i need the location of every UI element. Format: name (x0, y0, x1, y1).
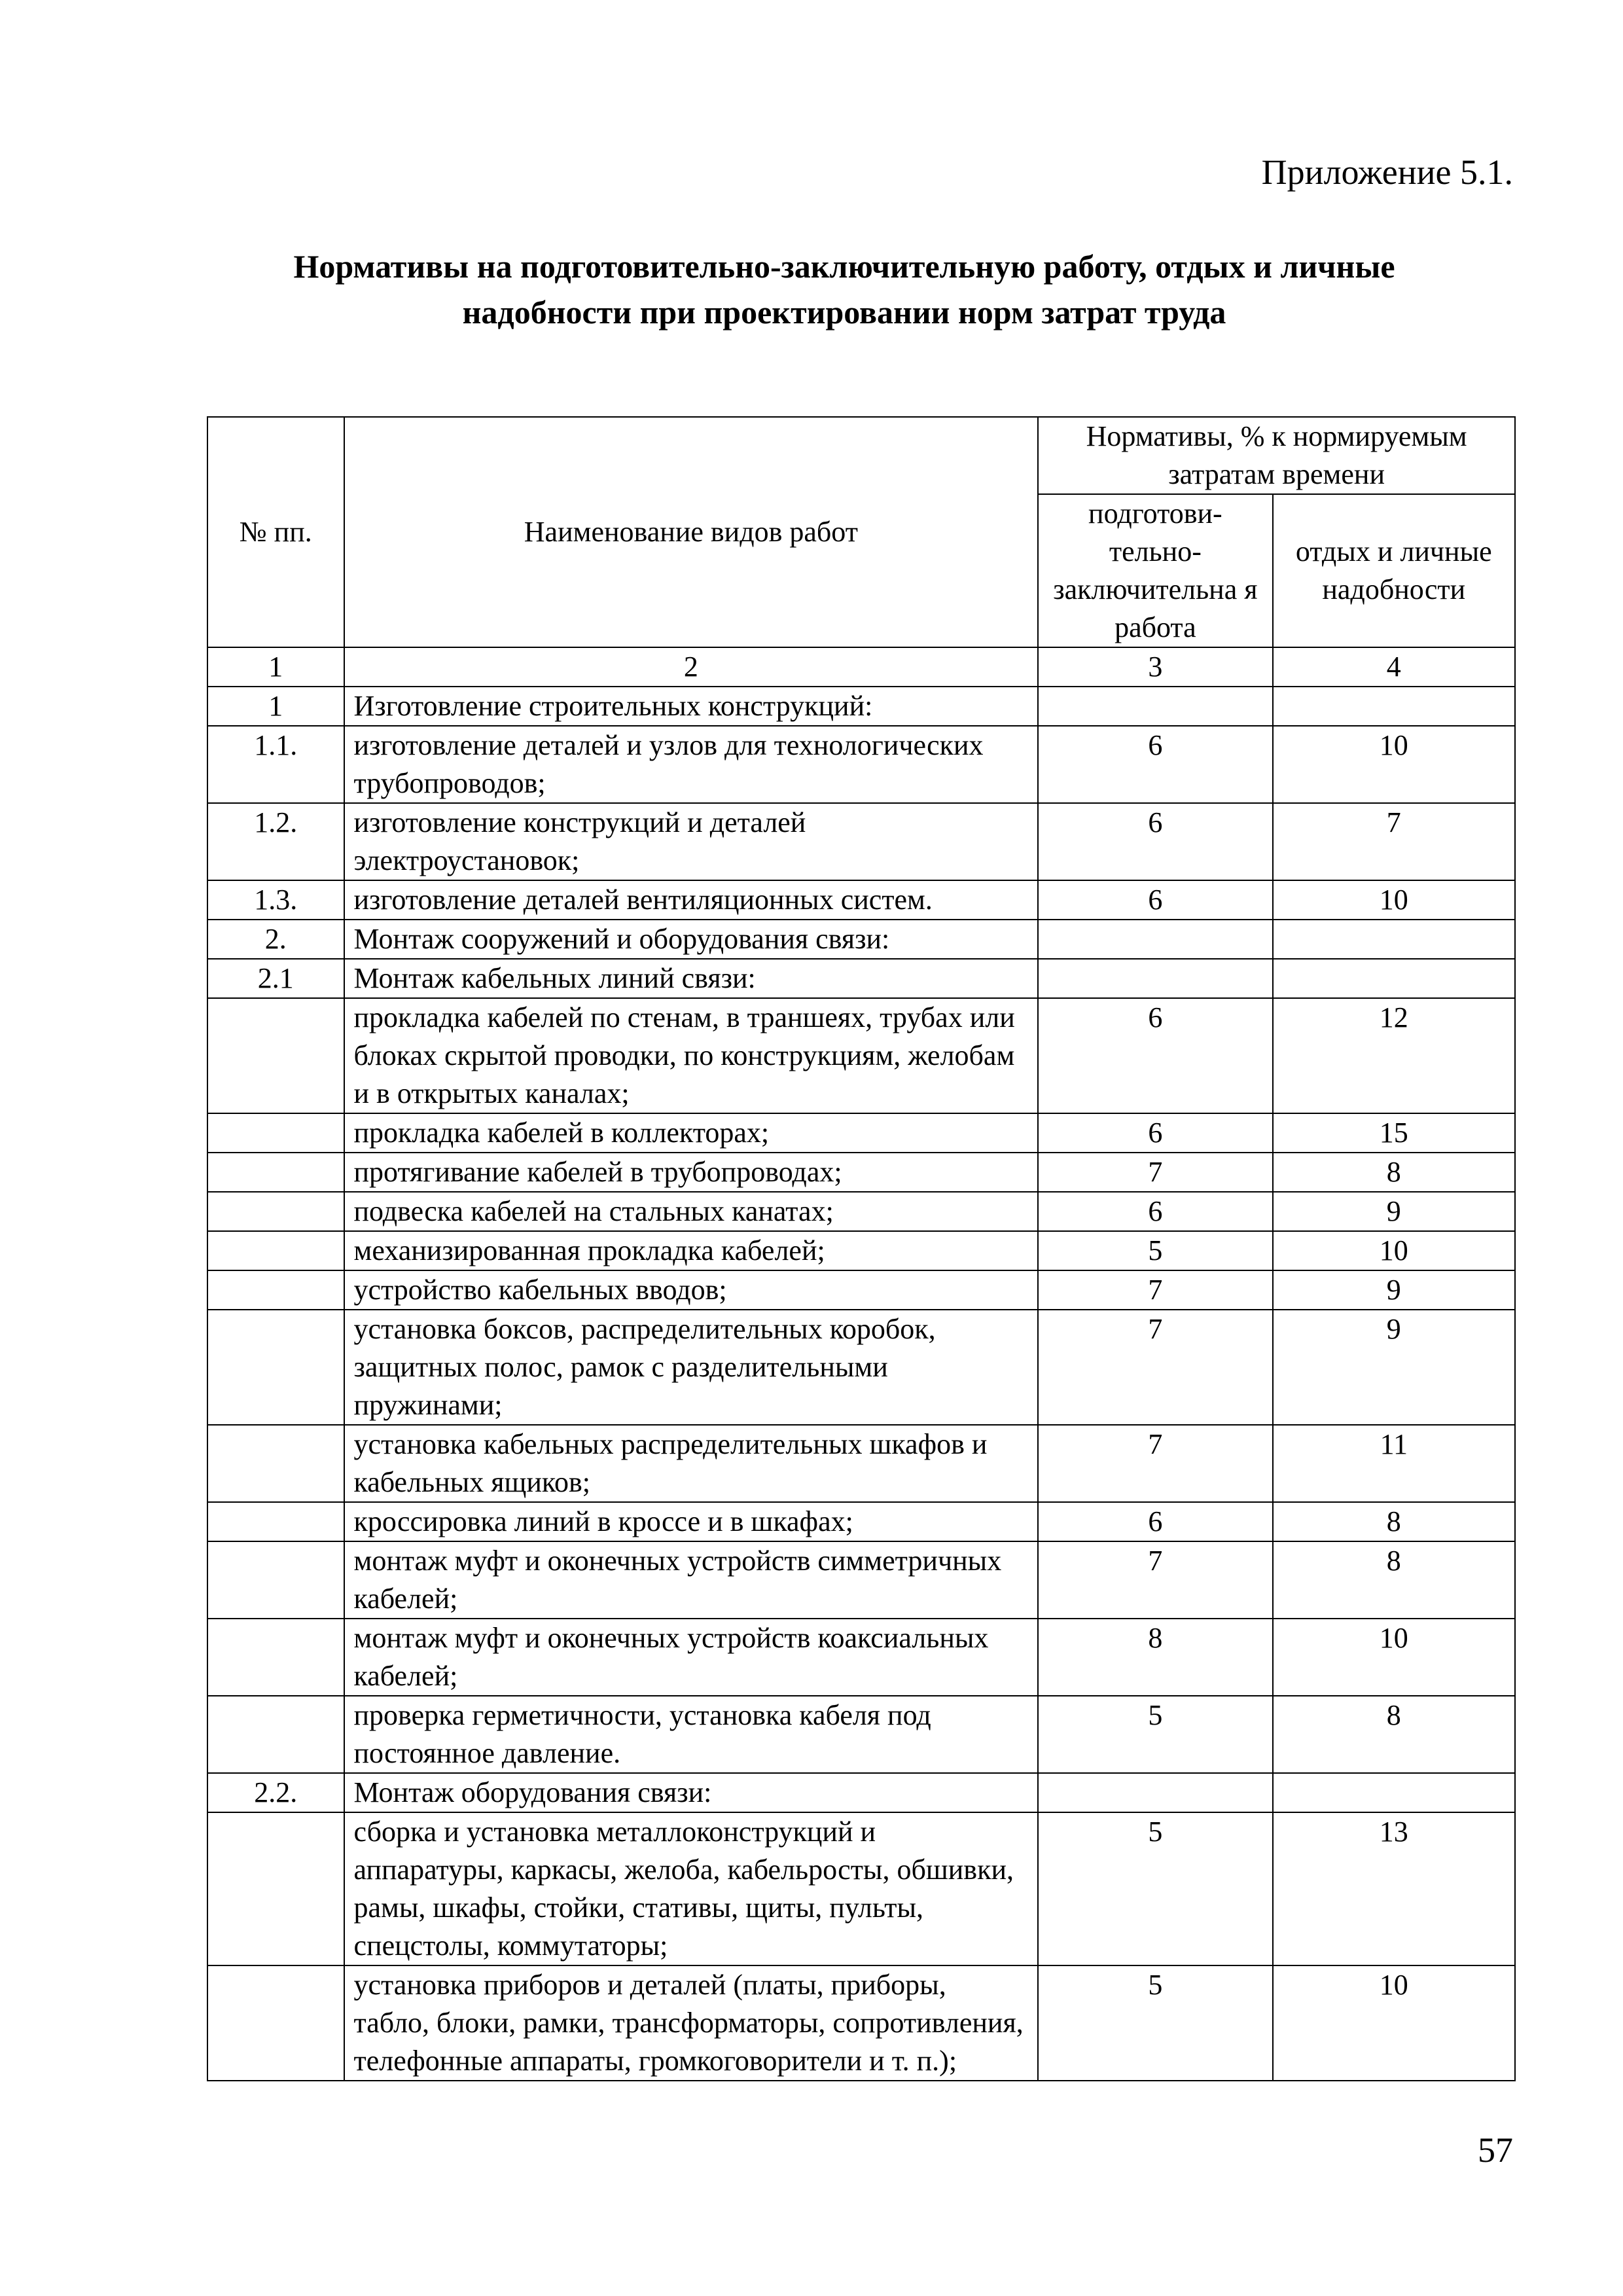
table-row (207, 1541, 1515, 1619)
table-row (207, 1812, 1515, 1965)
row-prep-value: 5 (1038, 1231, 1272, 1270)
table-row (207, 1696, 1515, 1773)
column-numbers-row (207, 647, 1515, 687)
table-row (207, 920, 1515, 959)
row-number (207, 1425, 344, 1502)
row-name: изготовление деталей вентиляционных систем. (344, 880, 1039, 920)
row-rest-value: 10 (1273, 1619, 1515, 1696)
row-number: 1.3. (207, 880, 344, 920)
row-number (207, 1192, 344, 1231)
row-number: 1.2. (207, 803, 344, 880)
table-row (207, 1965, 1515, 2081)
row-prep-value (1038, 1773, 1272, 1812)
row-rest-value (1273, 959, 1515, 998)
page-title (196, 243, 1492, 335)
row-rest-value: 10 (1273, 726, 1515, 803)
row-rest-value: 10 (1273, 1965, 1515, 2081)
row-rest-value: 15 (1273, 1113, 1515, 1153)
norms-table (207, 416, 1516, 2081)
row-number (207, 998, 344, 1113)
row-name: Монтаж оборудования связи: (344, 1773, 1039, 1812)
table-row (207, 1502, 1515, 1541)
row-number: 2.1 (207, 959, 344, 998)
row-rest-value (1273, 1773, 1515, 1812)
row-rest-value: 8 (1273, 1502, 1515, 1541)
row-rest-value: 11 (1273, 1425, 1515, 1502)
table-row (207, 1270, 1515, 1310)
row-number (207, 1270, 344, 1310)
row-prep-value (1038, 959, 1272, 998)
table-row (207, 1425, 1515, 1502)
row-number (207, 1812, 344, 1965)
row-name: установка приборов и деталей (платы, приборы, табло, блоки, рамки, трансформаторы, сопротивления, телефонные аппараты, громкоговорители и т. п.); (344, 1965, 1039, 2081)
row-name: сборка и установка металлоконструкций и аппаратуры, каркасы, желоба, кабельросты, обшивки, рамы, шкафы, стойки, стативы, щиты, пульты, спецстолы, коммутаторы; (344, 1812, 1039, 1965)
row-name: проверка герметичности, установка кабеля под постоянное давление. (344, 1696, 1039, 1773)
table-row (207, 1113, 1515, 1153)
table-row (207, 998, 1515, 1113)
row-name: изготовление деталей и узлов для технологических трубопроводов; (344, 726, 1039, 803)
row-rest-value: 10 (1273, 1231, 1515, 1270)
header-norms-group: Нормативы, % к нормируемым затратам времени (1038, 417, 1515, 494)
table-row (207, 880, 1515, 920)
row-rest-value (1273, 920, 1515, 959)
table-row (207, 803, 1515, 880)
row-rest-value: 9 (1273, 1310, 1515, 1425)
row-rest-value: 12 (1273, 998, 1515, 1113)
row-prep-value: 6 (1038, 1502, 1272, 1541)
row-rest-value: 13 (1273, 1812, 1515, 1965)
row-name: Монтаж сооружений и оборудования связи: (344, 920, 1039, 959)
row-name: устройство кабельных вводов; (344, 1270, 1039, 1310)
row-prep-value: 5 (1038, 1965, 1272, 2081)
row-number (207, 1541, 344, 1619)
row-prep-value: 6 (1038, 1192, 1272, 1231)
row-prep-value: 7 (1038, 1425, 1272, 1502)
table-body (207, 647, 1515, 2081)
column-number: 1 (207, 647, 344, 687)
row-prep-value: 7 (1038, 1270, 1272, 1310)
row-rest-value: 8 (1273, 1541, 1515, 1619)
row-number: 1.1. (207, 726, 344, 803)
row-name: прокладка кабелей в коллекторах; (344, 1113, 1039, 1153)
row-name: кроссировка линий в кроссе и в шкафах; (344, 1502, 1039, 1541)
table-row (207, 1153, 1515, 1192)
table-row (207, 1192, 1515, 1231)
row-name: Изготовление строительных конструкций: (344, 687, 1039, 726)
table-row (207, 959, 1515, 998)
row-prep-value: 6 (1038, 998, 1272, 1113)
row-name: механизированная прокладка кабелей; (344, 1231, 1039, 1270)
row-name: прокладка кабелей по стенам, в траншеях, трубах или блоках скрытой проводки, по конструкциям, желобам и в открытых каналах; (344, 998, 1039, 1113)
row-prep-value: 7 (1038, 1153, 1272, 1192)
row-prep-value: 6 (1038, 880, 1272, 920)
table-row (207, 687, 1515, 726)
row-rest-value: 9 (1273, 1270, 1515, 1310)
table-row (207, 1310, 1515, 1425)
row-prep-value (1038, 687, 1272, 726)
row-name: протягивание кабелей в трубопроводах; (344, 1153, 1039, 1192)
header-rest: отдых и личные надобности (1273, 494, 1515, 647)
row-rest-value: 8 (1273, 1153, 1515, 1192)
column-number: 4 (1273, 647, 1515, 687)
row-prep-value: 7 (1038, 1310, 1272, 1425)
row-name: монтаж муфт и оконечных устройств симметричных кабелей; (344, 1541, 1039, 1619)
row-rest-value: 10 (1273, 880, 1515, 920)
title-line-2: надобности при проектировании норм затрат труда (462, 294, 1226, 331)
row-prep-value: 6 (1038, 726, 1272, 803)
column-number: 3 (1038, 647, 1272, 687)
table-row (207, 1231, 1515, 1270)
appendix-label: Приложение 5.1. (1261, 152, 1513, 192)
row-name: Монтаж кабельных линий связи: (344, 959, 1039, 998)
row-number (207, 1619, 344, 1696)
row-number (207, 1696, 344, 1773)
title-line-1: Нормативы на подготовительно-заключительную работу, отдых и личные (293, 248, 1395, 285)
row-name: изготовление конструкций и деталей электроустановок; (344, 803, 1039, 880)
row-rest-value (1273, 687, 1515, 726)
row-prep-value: 6 (1038, 1113, 1272, 1153)
row-name: установка боксов, распределительных коробок, защитных полос, рамок с разделительными пружинами; (344, 1310, 1039, 1425)
row-rest-value: 9 (1273, 1192, 1515, 1231)
row-number: 2. (207, 920, 344, 959)
row-number: 2.2. (207, 1773, 344, 1812)
row-number (207, 1113, 344, 1153)
row-prep-value: 5 (1038, 1812, 1272, 1965)
row-prep-value: 5 (1038, 1696, 1272, 1773)
row-name: установка кабельных распределительных шкафов и кабельных ящиков; (344, 1425, 1039, 1502)
row-prep-value (1038, 920, 1272, 959)
row-name: подвеска кабелей на стальных канатах; (344, 1192, 1039, 1231)
row-number (207, 1310, 344, 1425)
row-number (207, 1502, 344, 1541)
row-number (207, 1965, 344, 2081)
header-num: № пп. (207, 417, 344, 647)
table-row (207, 1773, 1515, 1812)
row-prep-value: 8 (1038, 1619, 1272, 1696)
row-number: 1 (207, 687, 344, 726)
page-number: 57 (1478, 2130, 1513, 2170)
row-rest-value: 8 (1273, 1696, 1515, 1773)
column-number: 2 (344, 647, 1039, 687)
header-name: Наименование видов работ (344, 417, 1039, 647)
row-number (207, 1153, 344, 1192)
row-rest-value: 7 (1273, 803, 1515, 880)
row-number (207, 1231, 344, 1270)
row-prep-value: 7 (1038, 1541, 1272, 1619)
table-row (207, 1619, 1515, 1696)
table-row (207, 726, 1515, 803)
header-prep: подготови- тельно- заключительна я работа (1038, 494, 1272, 647)
row-prep-value: 6 (1038, 803, 1272, 880)
row-name: монтаж муфт и оконечных устройств коаксиальных кабелей; (344, 1619, 1039, 1696)
